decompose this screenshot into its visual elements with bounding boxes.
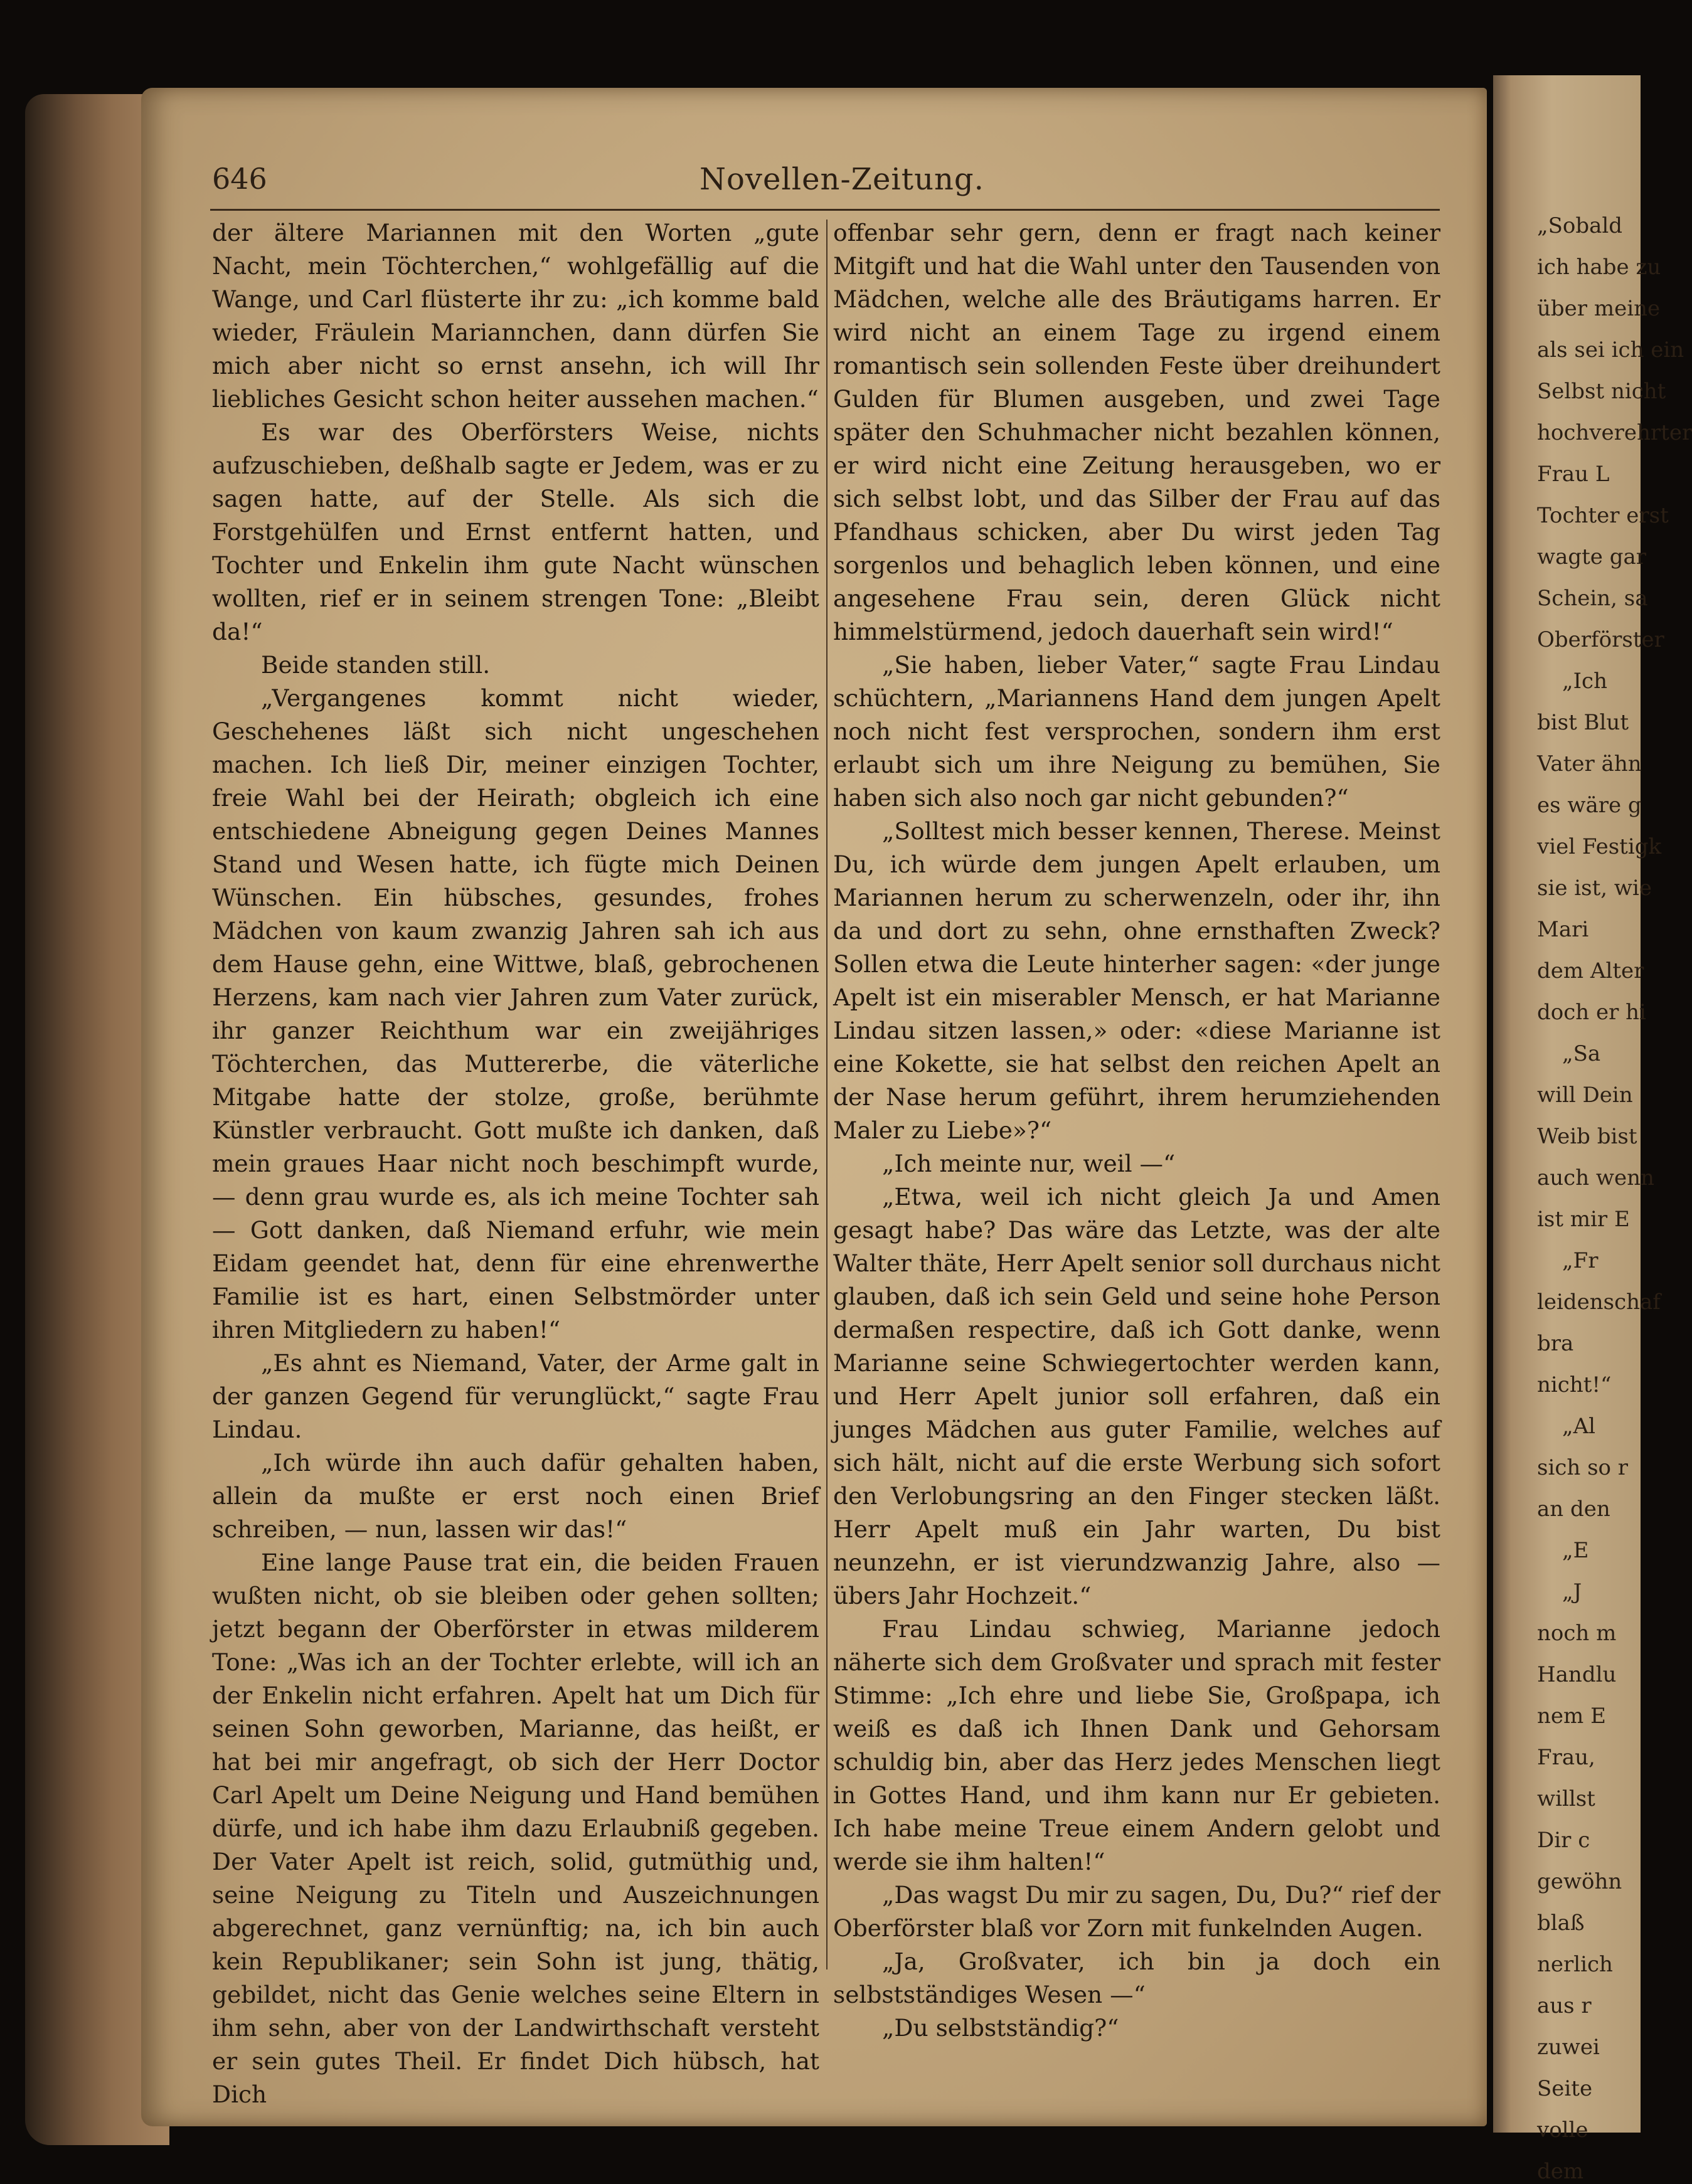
- facing-page-line: es wäre g: [1537, 793, 1642, 818]
- running-head: Novellen-Zeitung.: [700, 162, 984, 197]
- right-column: [833, 216, 1440, 2045]
- paragraph: Frau Lindau schwieg, Marianne jedoch näherte sich dem Großvater und sprach mit fester Stimme: „Ich ehre und liebe Sie, Großpapa, ich weiß es daß ich Ihnen Dank und Gehorsam schuldig bin, aber das Herz jedes Menschen liegt in Gottes Hand, und ihm kann nur Er gebieten. Ich habe meine Treue einem Andern gelobt und werde sie ihm halten!“: [833, 1615, 1440, 1875]
- facing-page-line: über meine: [1537, 296, 1661, 321]
- facing-page-line: dem: [1537, 2159, 1584, 2184]
- facing-page-line: ist mir E: [1537, 1207, 1630, 1232]
- facing-page-line: wagte gar: [1537, 544, 1647, 570]
- facing-page-line: Handlu: [1537, 1662, 1617, 1687]
- facing-page-line: viel Festigk: [1537, 834, 1662, 859]
- facing-page-line: Seite: [1537, 2076, 1593, 2101]
- paragraph: „Ich meinte nur, weil —“: [882, 1150, 1176, 1177]
- facing-page-line: nem E: [1537, 1704, 1606, 1729]
- facing-page-line: hochverehrter: [1537, 420, 1692, 445]
- facing-page-line: will Dein: [1537, 1083, 1633, 1108]
- paragraph: Beide standen still.: [261, 651, 491, 679]
- facing-page-line: zuwei: [1537, 2035, 1600, 2060]
- facing-page-line: willst: [1537, 1786, 1595, 1811]
- column-divider: [826, 220, 827, 1969]
- facing-page-line: als sei ich ein: [1537, 337, 1684, 363]
- header-rule: [210, 209, 1440, 211]
- facing-page-line: Weib bist: [1537, 1124, 1637, 1149]
- facing-page-line: nerlich: [1537, 1952, 1613, 1977]
- facing-page-line: „J: [1562, 1579, 1582, 1604]
- facing-page-line: „Al: [1562, 1414, 1596, 1439]
- paragraph: „Du selbstständig?“: [882, 2014, 1119, 2042]
- facing-page-line: Oberförster: [1537, 627, 1664, 652]
- facing-page-line: nicht!“: [1537, 1372, 1612, 1397]
- paragraph: der ältere Mariannen mit den Worten „gute Nacht, mein Töchterchen,“ wohlgefällig auf die Wange, und Carl flüsterte ihr zu: „ich komme bald wieder, Fräulein Mariannchen, dann dürfen Sie mich aber nicht so ernst ansehn, ich will Ihr liebliches Gesicht schon heiter aussehen machen.“: [212, 219, 819, 413]
- facing-page-line: Dir c: [1537, 1828, 1590, 1853]
- facing-page-line: Frau,: [1537, 1745, 1595, 1770]
- paragraph: „Das wagst Du mir zu sagen, Du, Du?“ rief der Oberförster blaß vor Zorn mit funkelnden Augen.: [833, 1881, 1440, 1942]
- left-column: [212, 216, 819, 2111]
- facing-page-line: Tochter erst: [1537, 503, 1669, 528]
- facing-page-line: „Ich: [1562, 669, 1607, 694]
- facing-page-line: Vater ähn: [1537, 751, 1642, 777]
- facing-page-line: volle: [1537, 2118, 1588, 2143]
- facing-page-line: an den: [1537, 1497, 1610, 1522]
- book-page: [141, 88, 1487, 2126]
- paragraph: offenbar sehr gern, denn er fragt nach keiner Mitgift und hat die Wahl unter den Tausenden von Mädchen, welche alle des Bräutigams harren. Er wird nicht an einem Tage zu irgend einem romantisch sein sollenden Feste über dreihundert Gulden für Blumen ausgeben, und zwei Tage später den Schuhmacher nicht bezahlen können, er wird nicht eine Zeitung herausgeben, wo er sich selbst lobt, und das Silber der Frau auf das Pfandhaus schicken, aber Du wirst jeden Tag sorgenlos und behaglich leben können, und eine angesehene Frau sein, deren Glück nicht himmelstürmend, jedoch dauerhaft sein wird!“: [833, 219, 1440, 645]
- facing-page-line: Frau L: [1537, 462, 1610, 487]
- facing-page-line: „Sobald: [1537, 213, 1623, 238]
- facing-page-line: „Fr: [1562, 1248, 1599, 1273]
- facing-page-line: blaß: [1537, 1911, 1585, 1936]
- paragraph: „Etwa, weil ich nicht gleich Ja und Amen gesagt habe? Das wäre das Letzte, was der alte Walter thäte, Herr Apelt senior soll durchaus nicht glauben, daß ich sein Geld und seine hohe Person dermaßen respectire, daß ich Gott danke, wenn Marianne seine Schwiegertochter werden kann, und Herr Apelt junior soll erfahren, daß ein junges Mädchen aus guter Familie, welches auf sich hält, nicht auf die erste Werbung sich sofort den Verlobungsring an den Finger stecken läßt. Herr Apelt muß ein Jahr warten, Du bist neunzehn, er ist vierundzwanzig Jahre, also — übers Jahr Hochzeit.“: [833, 1183, 1440, 1609]
- paragraph: Eine lange Pause trat ein, die beiden Frauen wußten nicht, ob sie bleiben oder gehen sollten; jetzt begann der Oberförster in etwas milderem Tone: „Was ich an der Tochter erlebte, will ich an der Enkelin nicht erfahren. Apelt hat um Dich für seinen Sohn geworben, Marianne, das heißt, er hat bei mir angefragt, ob sich der Herr Doctor Carl Apelt um Deine Neigung und Hand bemühen dürfe, und ich habe ihm dazu Erlaubniß gegeben. Der Vater Apelt ist reich, solid, gutmüthig und, seine Neigung zu Titeln und Auszeichnungen abgerechnet, ganz vernünftig; na, ich bin auch kein Republikaner; sein Sohn ist jung, thätig, gebildet, nicht das Genie welches seine Eltern in ihm sehn, aber von der Landwirthschaft versteht er sein gutes Theil. Er findet Dich hübsch, hat Dich: [212, 1549, 819, 2108]
- facing-page-line: gewöhn: [1537, 1869, 1622, 1894]
- facing-page-line: aus r: [1537, 1993, 1592, 2018]
- facing-page-line: noch m: [1537, 1621, 1617, 1646]
- facing-page-line: Selbst nicht: [1537, 379, 1666, 404]
- paragraph: Es war des Oberförsters Weise, nichts aufzuschieben, deßhalb sagte er Jedem, was er zu sagen hatte, auf der Stelle. Als sich die Forstgehülfen und Ernst entfernt hatten, und Tochter und Enkelin ihm gute Nacht wünschen wollten, rief er in seinem strengen Tone: „Bleibt da!“: [212, 418, 819, 645]
- facing-page-line: Schein, sa: [1537, 586, 1648, 611]
- paragraph: „Vergangenes kommt nicht wieder, Geschehenes läßt sich nicht ungeschehen machen. Ich ließ Dir, meiner einzigen Tochter, freie Wahl bei der Heirath; obgleich ich eine entschiedene Abneigung gegen Deines Mannes Stand und Wesen hatte, ich fügte mich Deinen Wünschen. Ein hübsches, gesundes, frohes Mädchen von kaum zwanzig Jahren sah ich aus dem Hause gehn, eine Wittwe, blaß, gebrochenen Herzens, kam nach vier Jahren zum Vater zurück, ihr ganzer Reichthum war ein zweijähriges Töchterchen, das Muttererbe, die väterliche Mitgabe hatte der stolze, große, berühmte Künstler verbraucht. Gott mußte ich danken, daß mein graues Haar nicht noch beschimpft wurde, — denn grau wurde es, als ich meine Tochter sah — Gott danken, daß Niemand erfuhr, wie mein Eidam geendet hat, denn für eine ehrenwerthe Familie ist es hart, einen Selbstmörder unter ihren Mitgliedern zu haben!“: [212, 684, 819, 1344]
- facing-page-line: bist Blut: [1537, 710, 1629, 735]
- page-number: 646: [212, 162, 267, 196]
- paragraph: „Es ahnt es Niemand, Vater, der Arme galt in der ganzen Gegend für verunglückt,“ sagte Frau Lindau.: [212, 1349, 819, 1443]
- facing-page: [1493, 75, 1692, 2184]
- facing-page-line: sie ist, wie: [1537, 876, 1652, 901]
- facing-page-line: leidenschaf: [1537, 1290, 1661, 1315]
- paragraph: „Solltest mich besser kennen, Therese. Meinst Du, ich würde dem jungen Apelt erlauben, um Mariannen herum zu scherwenzeln, oder ihr, ihn da und dort zu sehn, ohne ernsthaften Zweck? Sollen etwa die Leute hinterher sagen: «der junge Apelt ist ein miserabler Mensch, er hat Marianne Lindau sitzen lassen,» oder: «diese Marianne ist eine Kokette, sie hat selbst den reichen Apelt an der Nase herum geführt, ihrem herumziehenden Maler zu Liebe»?“: [833, 817, 1440, 1144]
- paragraph: „Ja, Großvater, ich bin ja doch ein selbstständiges Wesen —“: [833, 1948, 1440, 2008]
- facing-page-line: doch er hi: [1537, 1000, 1646, 1025]
- paragraph: „Sie haben, lieber Vater,“ sagte Frau Lindau schüchtern, „Mariannens Hand dem jungen Apelt noch nicht fest versprochen, sondern ihm erst erlaubt sich um ihre Neigung zu bemühen, Sie haben sich also noch gar nicht gebunden?“: [833, 651, 1440, 812]
- facing-page-line: dem Alter: [1537, 958, 1644, 983]
- facing-page-line: „E: [1562, 1538, 1589, 1563]
- facing-page-line: bra: [1537, 1331, 1574, 1356]
- facing-page-line: Mari: [1537, 917, 1589, 942]
- facing-page-line: auch wenn: [1537, 1165, 1654, 1190]
- paragraph: „Ich würde ihn auch dafür gehalten haben, allein da mußte er erst noch einen Brief schreiben, — nun, lassen wir das!“: [212, 1449, 819, 1543]
- facing-page-line: ich habe zu: [1537, 255, 1661, 280]
- facing-page-line: „Sa: [1562, 1041, 1601, 1066]
- facing-page-line: sich so r: [1537, 1455, 1629, 1480]
